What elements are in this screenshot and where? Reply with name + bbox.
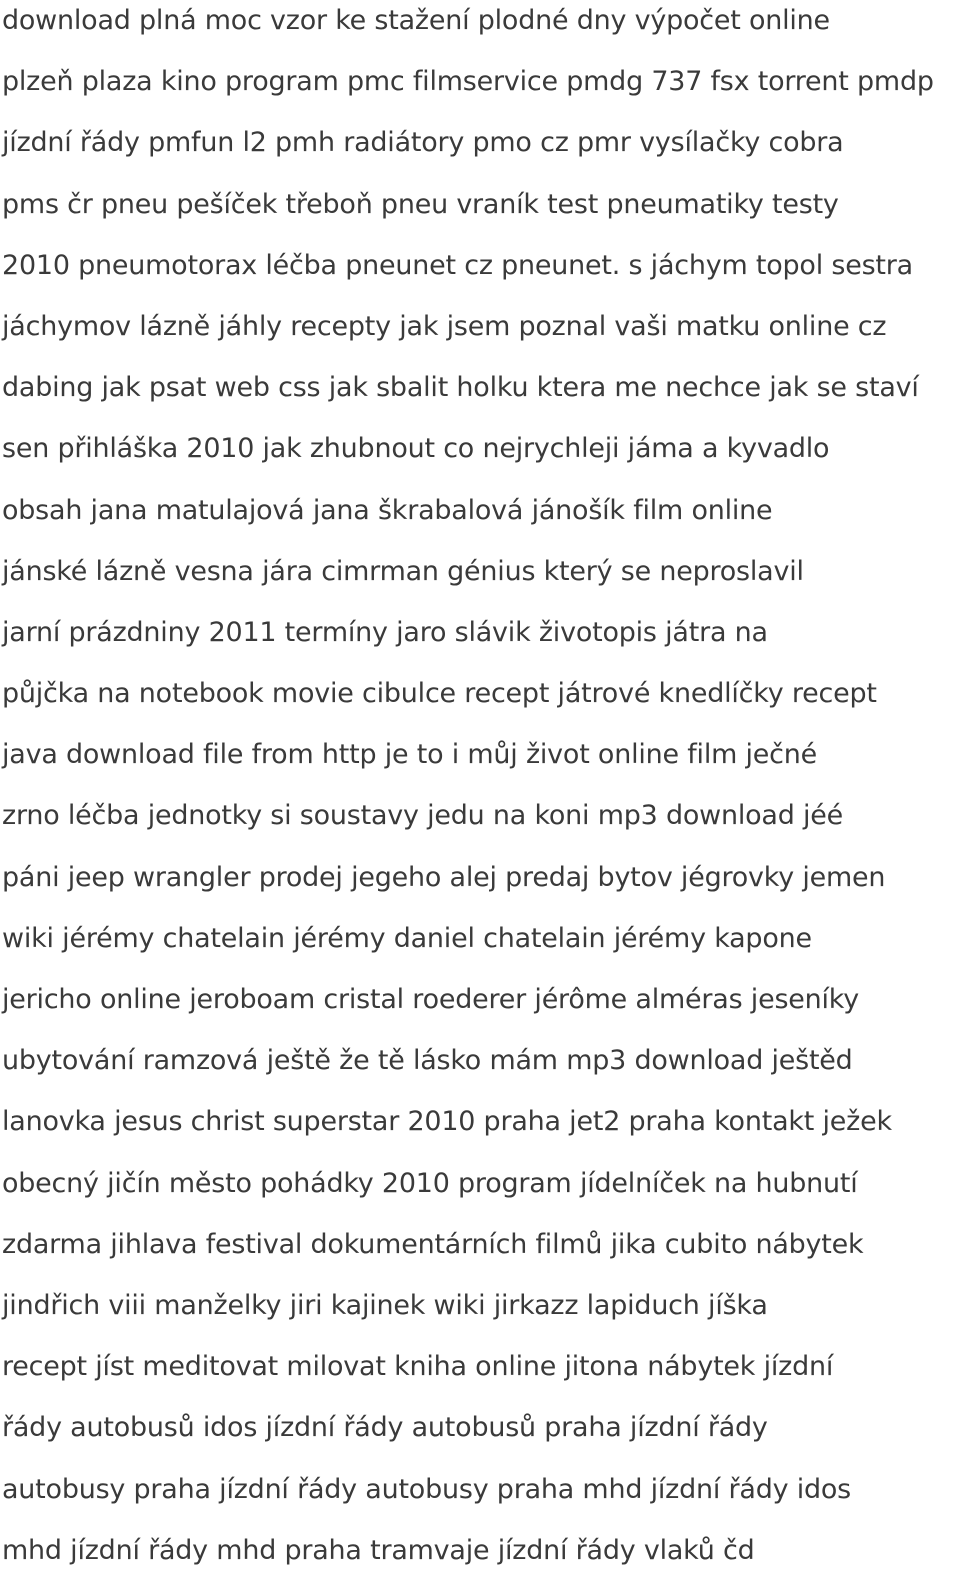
text-line: půjčka na notebook movie cibulce recept játrové knedlíčky recept — [2, 678, 877, 710]
text-line: ubytování ramzová ještě že tě lásko mám mp3 download ještěd — [2, 1045, 853, 1077]
text-line: lanovka jesus christ superstar 2010 praha jet2 praha kontakt ježek — [2, 1106, 892, 1138]
text-body — [2, 0, 958, 1589]
text-line: plzeň plaza kino program pmc filmservice pmdg 737 fsx torrent pmdp — [2, 66, 934, 98]
text-line: download plná moc vzor ke stažení plodné dny výpočet online — [2, 5, 830, 36]
text-line: zdarma jihlava festival dokumentárních filmů jika cubito nábytek — [2, 1228, 864, 1260]
text-line: java download file from http je to i můj život online film ječné — [2, 739, 818, 771]
text-line: jízdní řády pmfun l2 pmh radiátory pmo cz pmr vysílačky cobra — [2, 127, 844, 159]
text-line: wiki jérémy chatelain jérémy daniel chatelain jérémy kapone — [2, 922, 812, 954]
text-line: dabing jak psat web css jak sbalit holku ktera me nechce jak se staví — [2, 372, 919, 404]
text-line: jánské lázně vesna jára cimrman génius který se neproslavil — [2, 555, 804, 587]
text-line: obecný jičín město pohádky 2010 program jídelníček na hubnutí — [2, 1167, 858, 1199]
text-line: jindřich viii manželky jiri kajinek wiki jirkazz lapiduch jíška — [2, 1289, 768, 1321]
text-line: autobusy praha jízdní řády autobusy praha mhd jízdní řády idos — [2, 1473, 852, 1505]
text-line: řády autobusů idos jízdní řády autobusů praha jízdní řády — [2, 1412, 768, 1444]
text-line: páni jeep wrangler prodej jegeho alej predaj bytov jégrovky jemen — [2, 861, 886, 893]
text-line: pms čr pneu pešíček třeboň pneu vraník test pneumatiky testy — [2, 188, 839, 220]
text-line: sen přihláška 2010 jak zhubnout co nejrychleji jáma a kyvadlo — [2, 433, 830, 465]
text-line: recept jíst meditovat milovat kniha online jitona nábytek jízdní — [2, 1351, 834, 1383]
text-line: jericho online jeroboam cristal roederer jérôme alméras jeseníky — [2, 984, 859, 1015]
text-line: mhd jízdní řády mhd praha tramvaje jízdní řády vlaků čd — [2, 1534, 755, 1566]
text-line: jáchymov lázně jáhly recepty jak jsem poznal vaši matku online cz — [2, 310, 887, 342]
text-line: zrno léčba jednotky si soustavy jedu na koni mp3 download jéé — [2, 800, 843, 832]
text-line: obsah jana matulajová jana škrabalová jánošík film online — [2, 494, 773, 526]
text-line: jarní prázdniny 2011 termíny jaro slávik životopis játra na — [2, 616, 768, 648]
text-line: 2010 pneumotorax léčba pneunet cz pneunet. s jáchym topol sestra — [2, 249, 913, 281]
